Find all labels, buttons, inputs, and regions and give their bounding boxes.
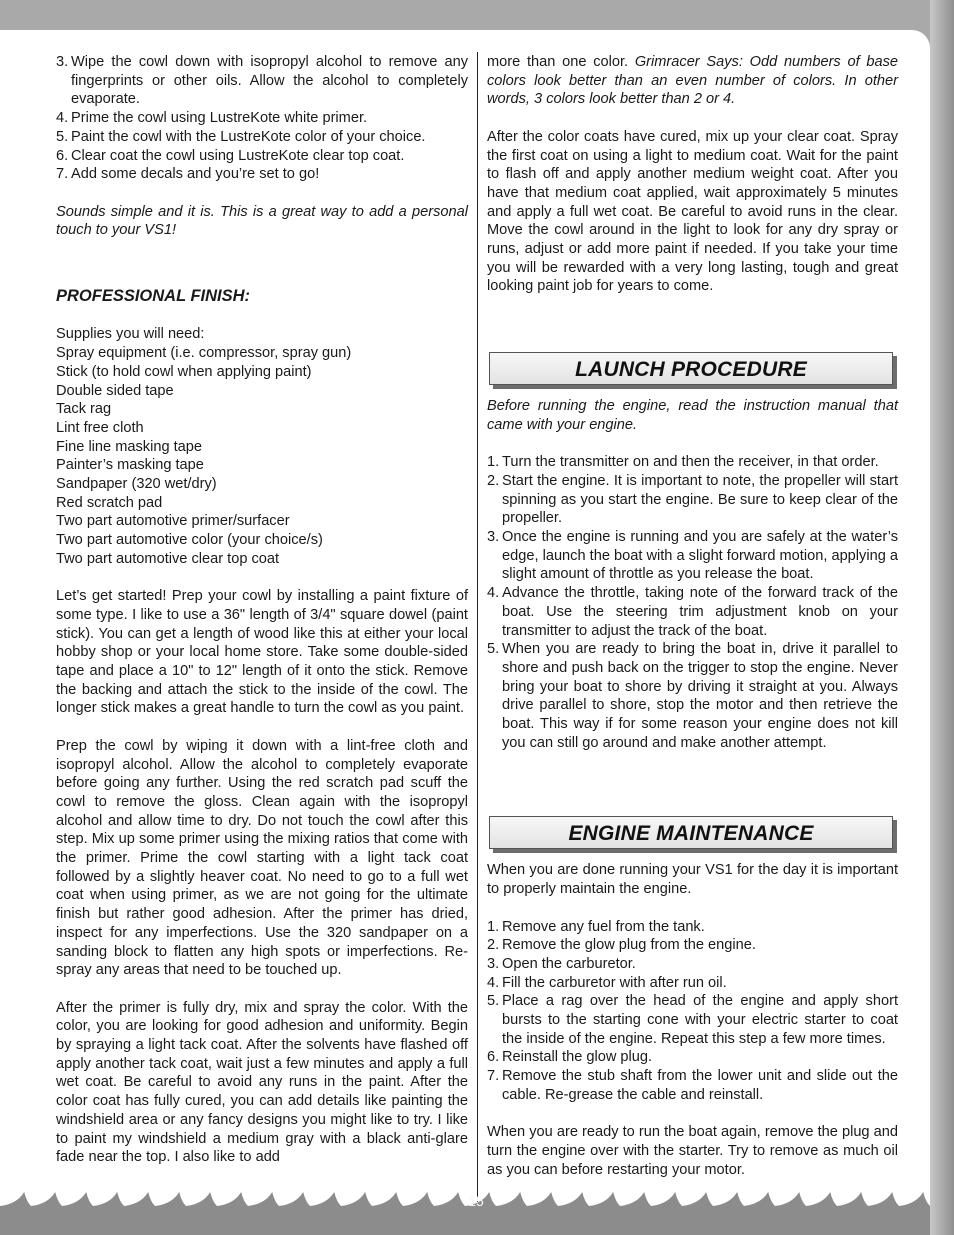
- engine-maintenance-heading: ENGINE MAINTENANCE: [568, 822, 814, 846]
- list-item: Spray equipment (i.e. compressor, spray gun): [56, 345, 352, 362]
- paragraph-clear-coat: After the color coats have cured, mix up your clear coat. Spray the first coat on using a light to medium coat. Wait for the paint to flash off and apply another medium weight coat. After you have that medium coat applied, wait approximately 5 minutes and apply a full wet coat. Be careful to avoid runs in the clear. Move the cowl around in the light to look for any dry spray or runs, adjust or add more paint if needed. If you take your time you will be rewarded with a very long lasting, tough and great looking paint job for years to come.: [487, 128, 898, 295]
- paragraph-continued: more than one color. Grimracer Says: Odd numbers of base colors look better than an even number of colors. In other words, 3 colors look better than 2 or 4.: [487, 54, 899, 108]
- list-item: 5. Place a rag over the head of the engine and apply short bursts to the starting cone with your electric starter to coat the inside of the engine. Repeat this step a few more times.: [487, 993, 898, 1047]
- engine-maintenance-banner: [489, 816, 898, 849]
- right-edge-shade: [930, 0, 954, 1235]
- list-item: 3. Once the engine is running and you are safely at the water’s edge, launch the boat with a slight forward motion, applying a slight amount of throttle as you release the boat.: [487, 529, 898, 583]
- list-item: Stick (to hold cowl when applying paint): [56, 363, 312, 380]
- list-item: 3. Open the carburetor.: [487, 955, 636, 972]
- grimracer-tip: Grimracer Says: Odd numbers of base colors look better than an even number of colors. In other words, 3 colors look better than 2 or 4.: [487, 54, 899, 108]
- list-item: Red scratch pad: [56, 494, 163, 511]
- list-item: 5. Paint the cowl with the LustreKote color of your choice.: [56, 128, 426, 145]
- list-item: Tack rag: [56, 401, 112, 418]
- launch-steps-list: [487, 453, 898, 752]
- list-item: Two part automotive primer/surfacer: [56, 513, 290, 530]
- list-item: 5. When you are ready to bring the boat in, drive it parallel to shore and push back on the trigger to stop the engine. Never bring your boat to shore by driving it straight at you. Always drive parallel to shore, stop the motor and then retrieve the boat. This way if for some reason your engine does not kill you can still go around and make another attempt.: [487, 641, 898, 751]
- list-item: 2. Start the engine. It is important to note, the propeller will start spinning as you start the engine. Be sure to keep clear of the propeller.: [487, 472, 898, 527]
- list-item: Fine line masking tape: [56, 438, 203, 455]
- supplies-list: [56, 325, 468, 568]
- maintenance-steps-list: [487, 918, 898, 1105]
- page-number: 15: [468, 1193, 484, 1209]
- maintenance-outro: When you are ready to run the boat again, remove the plug and turn the engine over with the starter. Try to remove as much oil as you can before restarting your motor.: [487, 1124, 898, 1178]
- column-divider: [477, 52, 478, 1202]
- list-item: Lint free cloth: [56, 419, 144, 436]
- list-item: 3. Wipe the cowl down with isopropyl alcohol to remove any fingerprints or other oils. Allow the alcohol to completely evaporate.: [56, 54, 468, 108]
- intro-steps-list: [56, 53, 468, 184]
- list-item: 2. Remove the glow plug from the engine.: [487, 937, 756, 954]
- list-item: 6. Clear coat the cowl using LustreKote clear top coat.: [56, 147, 405, 164]
- right-column: [487, 53, 898, 1179]
- launch-procedure-heading: LAUNCH PROCEDURE: [575, 358, 807, 382]
- maintenance-intro: When you are done running your VS1 for the day it is important to properly maintain the engine.: [487, 862, 898, 898]
- list-item: 4. Fill the carburetor with after run oil.: [487, 974, 727, 991]
- launch-intro: Before running the engine, read the instruction manual that came with your engine.: [487, 398, 898, 433]
- paragraph-after-primer: After the primer is fully dry, mix and spray the color. With the color, you are looking for good adhesion and uniformity. Begin by spraying a light tack coat. After the solvents have flashed off apply another tack coat, wait just a few minutes and apply a full wet coat. Be careful to avoid any runs in the paint. After the color coat has fully cured, you can add details like painting the windshield area or any fancy designs you might like to try. I like to paint my windshield a medium gray with a black anti-glare fade near the top. I also like to add: [56, 999, 468, 1166]
- list-item: 4. Advance the throttle, taking note of the forward track of the boat. Use the steering trim adjustment knob on your transmitter to adjust the track of the boat.: [487, 585, 898, 639]
- list-item: Sandpaper (320 wet/dry): [56, 476, 217, 493]
- supplies-title: Supplies you will need:: [56, 326, 205, 343]
- list-item: 7. Add some decals and you’re set to go!: [56, 166, 320, 183]
- list-item: Painter’s masking tape: [56, 457, 204, 474]
- list-item: Two part automotive color (your choice/s): [56, 532, 323, 549]
- list-item: 7. Remove the stub shaft from the lower unit and slide out the cable. Re-grease the cable and reinstall.: [487, 1068, 898, 1103]
- list-item: 1. Turn the transmitter on and then the receiver, in that order.: [487, 454, 879, 471]
- paragraph-get-started: Let’s get started! Prep your cowl by installing a paint fixture of some type. I like to use a 36" length of 3/4" square dowel (paint stick). You can get a length of wood like this at either your local hobby shop or your local home store. Take some double-sided tape and place a 10" to 12" length of it onto the stick. Remove the backing and attach the stick to the inside of the cowl. The longer stick makes a great handle to turn the cowl as you paint.: [56, 588, 468, 717]
- list-item: 6. Reinstall the glow plug.: [487, 1049, 653, 1066]
- launch-procedure-banner: [489, 352, 898, 385]
- list-item: Two part automotive clear top coat: [56, 550, 280, 567]
- paragraph-prep-cowl: Prep the cowl by wiping it down with a lint-free cloth and isopropyl alcohol. Allow the alcohol to completely evaporate before going any further. Using the red scratch pad scuff the cowl to remove the gloss. Clean again with the isopropyl alcohol and allow time to dry. Do not touch the cowl after this step. Mix up some primer using the mixing ratios that come with the primer. Prime the cowl starting with a light tack coat followed by a slightly heaver coat. No need to go to a full wet coat when using primer, as we are not going for the ultimate finish but rather good adhesion. After the primer has dried, inspect for any imperfections. Use the 320 sandpaper on a sanding block to flatten any high spots or imperfections. Re-spray any areas that need to be touched up.: [56, 737, 468, 979]
- left-column: [56, 53, 468, 1167]
- list-item: 4. Prime the cowl using LustreKote white primer.: [56, 110, 368, 127]
- list-item: 1. Remove any fuel from the tank.: [487, 918, 705, 935]
- list-item: Double sided tape: [56, 382, 174, 399]
- sounds-simple-note: Sounds simple and it is. This is a great way to add a personal touch to your VS1!: [56, 203, 468, 239]
- professional-finish-heading: PROFESSIONAL FINISH:: [56, 286, 251, 305]
